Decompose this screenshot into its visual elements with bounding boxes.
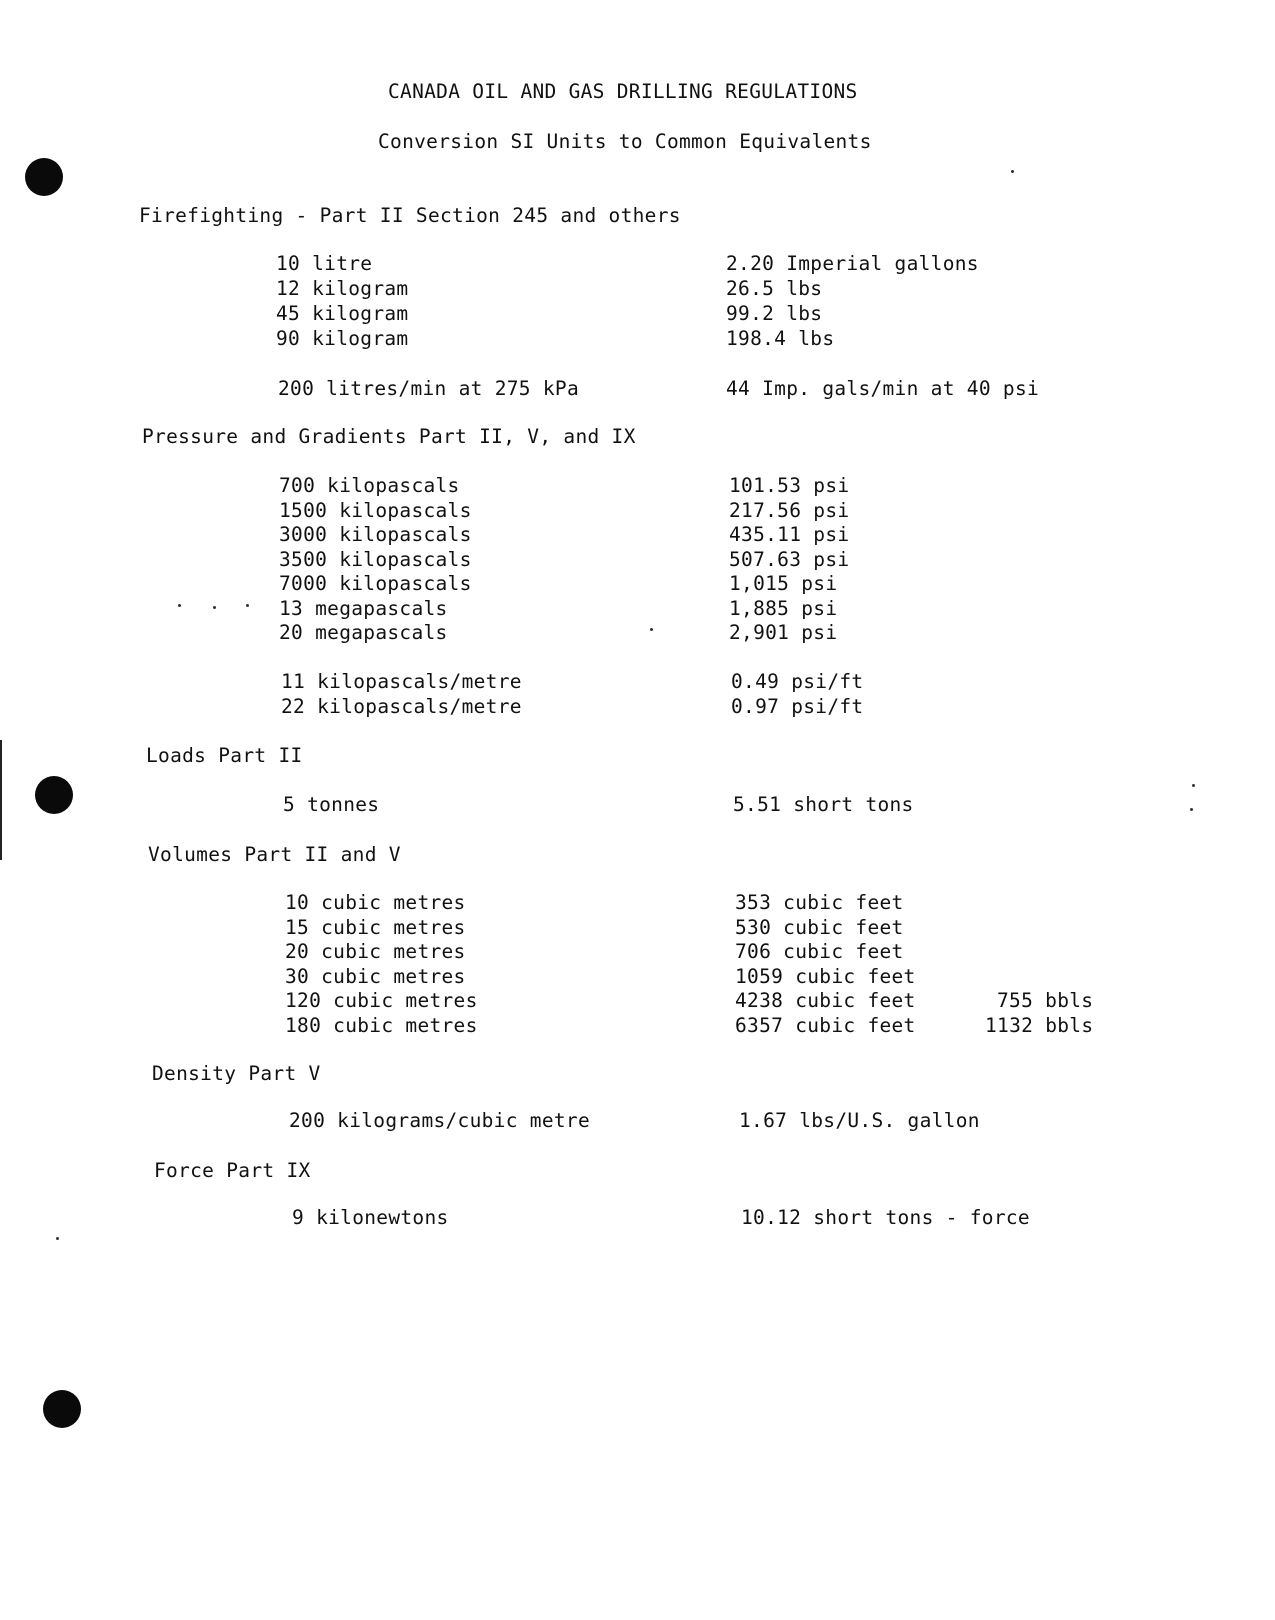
si-value: 12 kilogram xyxy=(276,277,409,300)
equivalent-value: 1,015 psi xyxy=(729,572,838,595)
conversion-row xyxy=(0,965,1275,991)
equivalent-value: 6357 cubic feet xyxy=(735,1014,916,1037)
section-heading-pressure: Pressure and Gradients Part II, V, and IX xyxy=(142,425,636,448)
equivalent-value: 2,901 psi xyxy=(729,621,838,644)
si-value: 200 litres/min at 275 kPa xyxy=(278,377,579,400)
conversion-row xyxy=(0,940,1275,966)
equivalent-value: 4238 cubic feet xyxy=(735,989,916,1012)
conversion-row xyxy=(0,1014,1275,1040)
conversion-row xyxy=(0,277,1275,303)
section-heading-volumes: Volumes Part II and V xyxy=(148,843,401,866)
conversion-row xyxy=(0,670,1275,696)
equivalent-value: 435.11 psi xyxy=(729,523,850,546)
equivalent-value: 706 cubic feet xyxy=(735,940,904,963)
section-heading-density: Density Part V xyxy=(152,1062,321,1085)
punch-hole-top xyxy=(25,158,63,196)
conversion-row xyxy=(0,548,1275,574)
conversion-row xyxy=(0,916,1275,942)
si-value: 9 kilonewtons xyxy=(292,1206,449,1229)
punch-hole-bottom xyxy=(43,1390,81,1428)
equivalent-value: 0.97 psi/ft xyxy=(731,695,864,718)
conversion-row xyxy=(0,377,1275,403)
equivalent-value: 44 Imp. gals/min at 40 psi xyxy=(726,377,1040,400)
si-value: 1500 kilopascals xyxy=(279,499,472,522)
si-value: 7000 kilopascals xyxy=(279,572,472,595)
conversion-row xyxy=(0,252,1275,278)
si-value: 90 kilogram xyxy=(276,327,409,350)
equivalent-value: 0.49 psi/ft xyxy=(731,670,864,693)
equivalent-value: 217.56 psi xyxy=(729,499,850,522)
si-value: 15 cubic metres xyxy=(285,916,466,939)
si-value: 3000 kilopascals xyxy=(279,523,472,546)
conversion-row xyxy=(0,989,1275,1015)
scan-speck xyxy=(1011,170,1014,173)
si-value: 10 cubic metres xyxy=(285,891,466,914)
si-value: 120 cubic metres xyxy=(285,989,478,1012)
conversion-row xyxy=(0,572,1275,598)
si-value: 3500 kilopascals xyxy=(279,548,472,571)
conversion-row xyxy=(0,474,1275,500)
barrels-value: 755 bbls xyxy=(997,989,1094,1012)
conversion-row xyxy=(0,695,1275,721)
equivalent-value: 101.53 psi xyxy=(729,474,850,497)
section-heading-loads: Loads Part II xyxy=(146,744,303,767)
equivalent-value: 5.51 short tons xyxy=(733,793,914,816)
conversion-row xyxy=(0,793,1275,819)
equivalent-value: 353 cubic feet xyxy=(735,891,904,914)
conversion-row xyxy=(0,1109,1275,1135)
equivalent-value: 1.67 lbs/U.S. gallon xyxy=(739,1109,980,1132)
section-heading-firefighting: Firefighting - Part II Section 245 and others xyxy=(139,204,681,227)
equivalent-value: 1059 cubic feet xyxy=(735,965,916,988)
si-value: 700 kilopascals xyxy=(279,474,460,497)
document-subtitle: Conversion SI Units to Common Equivalents xyxy=(378,130,872,153)
si-value: 10 litre xyxy=(276,252,373,275)
conversion-row xyxy=(0,523,1275,549)
equivalent-value: 10.12 short tons - force xyxy=(741,1206,1030,1229)
barrels-value: 1132 bbls xyxy=(985,1014,1094,1037)
si-value: 200 kilograms/cubic metre xyxy=(289,1109,590,1132)
si-value: 13 megapascals xyxy=(279,597,448,620)
si-value: 20 megapascals xyxy=(279,621,448,644)
conversion-row xyxy=(0,1206,1275,1232)
conversion-row xyxy=(0,327,1275,353)
si-value: 5 tonnes xyxy=(283,793,380,816)
conversion-row xyxy=(0,891,1275,917)
si-value: 11 kilopascals/metre xyxy=(281,670,522,693)
conversion-row xyxy=(0,302,1275,328)
equivalent-value: 507.63 psi xyxy=(729,548,850,571)
equivalent-value: 1,885 psi xyxy=(729,597,838,620)
scan-speck xyxy=(56,1237,59,1240)
si-value: 45 kilogram xyxy=(276,302,409,325)
document-title: CANADA OIL AND GAS DRILLING REGULATIONS xyxy=(388,80,858,103)
equivalent-value: 99.2 lbs xyxy=(726,302,823,325)
scan-speck xyxy=(1192,784,1195,787)
si-value: 180 cubic metres xyxy=(285,1014,478,1037)
equivalent-value: 530 cubic feet xyxy=(735,916,904,939)
si-value: 30 cubic metres xyxy=(285,965,466,988)
conversion-row xyxy=(0,597,1275,623)
conversion-row xyxy=(0,499,1275,525)
conversion-row xyxy=(0,621,1275,647)
equivalent-value: 26.5 lbs xyxy=(726,277,823,300)
section-heading-force: Force Part IX xyxy=(154,1159,311,1182)
si-value: 22 kilopascals/metre xyxy=(281,695,522,718)
equivalent-value: 198.4 lbs xyxy=(726,327,835,350)
si-value: 20 cubic metres xyxy=(285,940,466,963)
equivalent-value: 2.20 Imperial gallons xyxy=(726,252,979,275)
